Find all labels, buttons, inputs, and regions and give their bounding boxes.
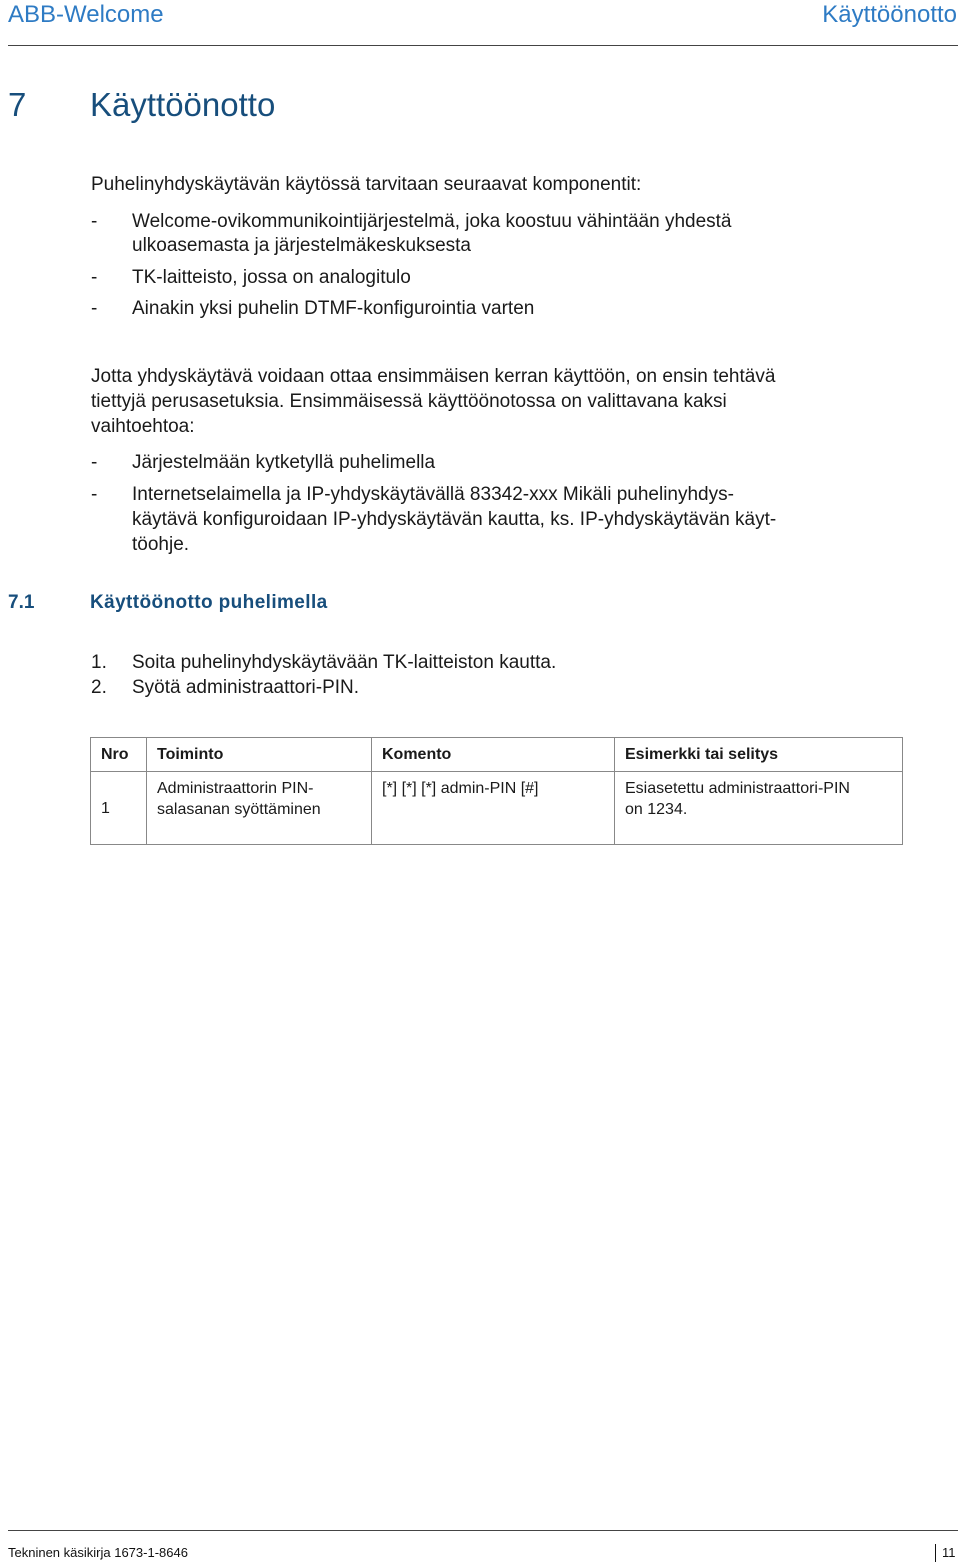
header-divider	[8, 45, 958, 46]
footer-separator	[935, 1544, 936, 1562]
list-item-text: käytävä konfiguroidaan IP-yhdyskäytävän kautta, ks. IP-yhdyskäytävän käyt-	[132, 509, 777, 530]
command-table	[90, 737, 903, 845]
cell-esimerkki	[615, 772, 903, 845]
table-row	[91, 772, 903, 845]
cell-komento: [*] [*] [*] admin-PIN [#]	[372, 772, 615, 845]
step-text: Soita puhelinyhdyskäytävään TK-laitteiston kautta.	[132, 652, 557, 673]
list-dash: -	[91, 211, 98, 232]
step-number: 2.	[91, 677, 107, 698]
cell-text-line: salasanan syöttäminen	[157, 801, 321, 818]
section-number: 7.1	[8, 592, 35, 613]
intro-text: Puhelinyhdyskäytävän käytössä tarvitaan seuraavat komponentit:	[91, 174, 642, 195]
section-title: Käyttöönotto puhelimella	[90, 592, 328, 613]
list-item-text: Welcome-ovikommunikointijärjestelmä, joka koostuu vähintään yhdestä	[132, 211, 732, 232]
list-dash: -	[91, 452, 98, 473]
list-item-text: töohje.	[132, 534, 190, 555]
cell-text-line: Esiasetettu administraattori-PIN	[625, 780, 850, 797]
list-item-text: Ainakin yksi puhelin DTMF-konfigurointia varten	[132, 298, 535, 319]
step-number: 1.	[91, 652, 107, 673]
cell-text-line: Administraattorin PIN-	[157, 780, 314, 797]
step-text: Syötä administraattori-PIN.	[132, 677, 360, 698]
chapter-title: Käyttöönotto	[90, 86, 276, 123]
footer-divider	[8, 1530, 958, 1531]
column-header-esimerkki: Esimerkki tai selitys	[615, 738, 903, 772]
list-item-text: ulkoasemasta ja järjestelmäkeskuksesta	[132, 235, 471, 256]
list-dash: -	[91, 298, 98, 319]
table-header-row	[91, 738, 903, 772]
header-brand: ABB-Welcome	[8, 1, 164, 28]
column-header-nro: Nro	[91, 738, 147, 772]
chapter-number: 7	[8, 86, 27, 123]
setup-paragraph-line: vaihtoehtoa:	[91, 416, 195, 437]
setup-paragraph-line: tiettyjä perusasetuksia. Ensimmäisessä käyttöönotossa on valittavana kaksi	[91, 391, 727, 412]
setup-paragraph-line: Jotta yhdyskäytävä voidaan ottaa ensimmäisen kerran käyttöön, on ensin tehtävä	[91, 366, 776, 387]
cell-text-line: on 1234.	[625, 801, 688, 818]
list-item-text: Järjestelmään kytketyllä puhelimella	[132, 452, 436, 473]
column-header-toiminto: Toiminto	[147, 738, 372, 772]
list-item-text: TK-laitteisto, jossa on analogitulo	[132, 267, 411, 288]
footer-document-id: Tekninen käsikirja 1673-1-8646	[8, 1545, 188, 1560]
page-number: 11	[942, 1545, 956, 1560]
cell-toiminto	[147, 772, 372, 845]
list-item-text: Internetselaimella ja IP-yhdyskäytävällä 83342-xxx Mikäli puhelinyhdys-	[132, 484, 734, 505]
column-header-komento: Komento	[372, 738, 615, 772]
cell-nro: 1	[91, 772, 147, 845]
header-section-title: Käyttöönotto	[822, 1, 957, 28]
list-dash: -	[91, 267, 98, 288]
list-dash: -	[91, 484, 98, 505]
